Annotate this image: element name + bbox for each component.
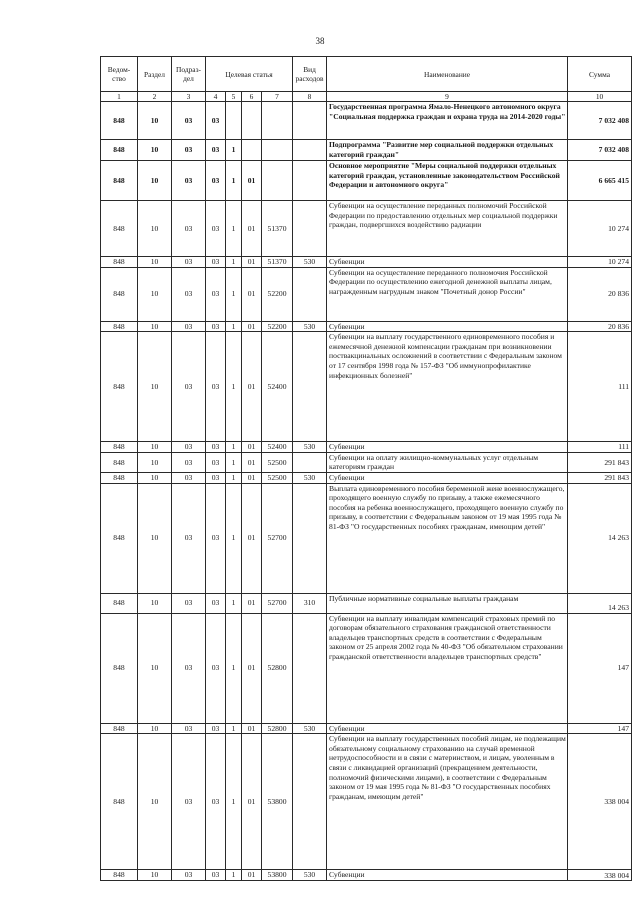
- table-row: [101, 452, 632, 472]
- amount-cell: 338 004: [568, 734, 632, 870]
- subsection-cell: 03: [172, 201, 206, 257]
- amount-cell: 338 004: [568, 870, 632, 881]
- department-cell: 848: [101, 102, 138, 140]
- expense-type-cell: 530: [293, 442, 327, 453]
- expense-type-cell: 530: [293, 723, 327, 734]
- amount-cell: 111: [568, 442, 632, 453]
- article-part-2-cell: 1: [226, 593, 242, 613]
- article-part-4-cell: 52200: [262, 267, 293, 321]
- article-part-3-cell: 01: [242, 870, 262, 881]
- table-row: [101, 267, 632, 321]
- subsection-cell: 03: [172, 870, 206, 881]
- article-part-4-cell: 52200: [262, 321, 293, 332]
- page-number: 38: [315, 36, 325, 46]
- subsection-cell: 03: [172, 267, 206, 321]
- article-part-4-cell: 53800: [262, 870, 293, 881]
- department-cell: 848: [101, 201, 138, 257]
- table-row: [101, 332, 632, 442]
- column-number: 2: [138, 92, 172, 102]
- article-part-4-cell: 52400: [262, 332, 293, 442]
- article-part-4-cell: 52800: [262, 723, 293, 734]
- subsection-cell: 03: [172, 472, 206, 483]
- subsection-cell: 03: [172, 734, 206, 870]
- article-part-2-cell: 1: [226, 613, 242, 723]
- article-part-1-cell: 03: [206, 257, 226, 268]
- article-part-1-cell: 03: [206, 161, 226, 201]
- column-number: 10: [568, 92, 632, 102]
- table-row: [101, 593, 632, 613]
- article-part-3-cell: 01: [242, 161, 262, 201]
- article-part-3-cell: 01: [242, 593, 262, 613]
- column-number: 3: [172, 92, 206, 102]
- amount-cell: 14 263: [568, 483, 632, 593]
- department-cell: 848: [101, 870, 138, 881]
- article-part-4-cell: 52800: [262, 613, 293, 723]
- section-cell: 10: [138, 593, 172, 613]
- amount-cell: 20 836: [568, 267, 632, 321]
- article-part-2-cell: 1: [226, 723, 242, 734]
- department-cell: 848: [101, 267, 138, 321]
- department-cell: 848: [101, 140, 138, 161]
- subsection-cell: 03: [172, 613, 206, 723]
- article-part-1-cell: 03: [206, 321, 226, 332]
- article-part-4-cell: 52500: [262, 452, 293, 472]
- subsection-cell: 03: [172, 593, 206, 613]
- column-number: 8: [293, 92, 327, 102]
- header-subsection: Подраз-дел: [172, 57, 206, 92]
- department-cell: 848: [101, 452, 138, 472]
- subsection-cell: 03: [172, 257, 206, 268]
- department-cell: 848: [101, 483, 138, 593]
- expense-type-cell: [293, 734, 327, 870]
- table-row: [101, 257, 632, 268]
- header-row: [101, 57, 632, 92]
- article-part-2-cell: 1: [226, 483, 242, 593]
- article-part-2-cell: 1: [226, 201, 242, 257]
- amount-cell: 7 032 408: [568, 140, 632, 161]
- item-name-cell: Государственная программа Ямало-Ненецкого автономного округа "Социальная поддержка граждан и охрана труда на 2014-2020 годы": [327, 102, 568, 140]
- item-name-cell: Публичные нормативные социальные выплаты гражданам: [327, 593, 568, 613]
- expense-type-cell: [293, 613, 327, 723]
- item-name-cell: Субвенции: [327, 472, 568, 483]
- article-part-2-cell: 1: [226, 267, 242, 321]
- column-number: 4: [206, 92, 226, 102]
- article-part-1-cell: 03: [206, 140, 226, 161]
- amount-cell: 6 665 415: [568, 161, 632, 201]
- subsection-cell: 03: [172, 483, 206, 593]
- amount-cell: 14 263: [568, 593, 632, 613]
- article-part-4-cell: 52700: [262, 593, 293, 613]
- article-part-3-cell: 01: [242, 321, 262, 332]
- article-part-1-cell: 03: [206, 442, 226, 453]
- article-part-2-cell: [226, 102, 242, 140]
- subsection-cell: 03: [172, 332, 206, 442]
- expense-type-cell: 310: [293, 593, 327, 613]
- section-cell: 10: [138, 332, 172, 442]
- expense-type-cell: 530: [293, 321, 327, 332]
- article-part-4-cell: [262, 102, 293, 140]
- amount-cell: 291 843: [568, 472, 632, 483]
- subsection-cell: 03: [172, 161, 206, 201]
- article-part-3-cell: 01: [242, 483, 262, 593]
- item-name-cell: Субвенции на выплату инвалидам компенсаций страховых премий по договорам обязательного страхования гражданской ответственности владельцев транспортных средств в соответствии с Федеральным законом от 25 апреля 2002 года № 40-ФЗ "Об обязательном страховании гражданской ответственности владельцев транспортных средств": [327, 613, 568, 723]
- article-part-2-cell: 1: [226, 257, 242, 268]
- article-part-2-cell: 1: [226, 472, 242, 483]
- section-cell: 10: [138, 140, 172, 161]
- expense-type-cell: [293, 332, 327, 442]
- section-cell: 10: [138, 452, 172, 472]
- header-name: Наименование: [327, 57, 568, 92]
- section-cell: 10: [138, 472, 172, 483]
- expense-type-cell: [293, 483, 327, 593]
- article-part-3-cell: 01: [242, 332, 262, 442]
- item-name-cell: Субвенции: [327, 257, 568, 268]
- article-part-3-cell: 01: [242, 442, 262, 453]
- article-part-1-cell: 03: [206, 723, 226, 734]
- article-part-1-cell: 03: [206, 870, 226, 881]
- expense-type-cell: 530: [293, 257, 327, 268]
- department-cell: 848: [101, 734, 138, 870]
- article-part-1-cell: 03: [206, 102, 226, 140]
- table-row: [101, 442, 632, 453]
- section-cell: 10: [138, 267, 172, 321]
- header-target-article: Целевая статья: [206, 57, 293, 92]
- amount-cell: 147: [568, 613, 632, 723]
- department-cell: 848: [101, 723, 138, 734]
- table-row: [101, 140, 632, 161]
- item-name-cell: Субвенции на осуществление переданного полномочия Российской Федерации по осуществлению ежегодной денежной выплаты лицам, награжденным нагрудным знаком "Почетный донор России": [327, 267, 568, 321]
- subsection-cell: 03: [172, 442, 206, 453]
- article-part-3-cell: 01: [242, 734, 262, 870]
- article-part-1-cell: 03: [206, 593, 226, 613]
- article-part-3-cell: [242, 102, 262, 140]
- item-name-cell: Субвенции на оплату жилищно-коммунальных услуг отдельным категориям граждан: [327, 452, 568, 472]
- article-part-2-cell: 1: [226, 452, 242, 472]
- article-part-2-cell: 1: [226, 870, 242, 881]
- table-row: [101, 723, 632, 734]
- article-part-2-cell: 1: [226, 140, 242, 161]
- expense-type-cell: [293, 161, 327, 201]
- expense-type-cell: 530: [293, 870, 327, 881]
- item-name-cell: Субвенции на осуществление переданных полномочий Российской Федерации по предоставлению отдельных мер социальной поддержки граждан, подвергшихся воздействию радиации: [327, 201, 568, 257]
- section-cell: 10: [138, 257, 172, 268]
- article-part-3-cell: 01: [242, 257, 262, 268]
- department-cell: 848: [101, 321, 138, 332]
- section-cell: 10: [138, 201, 172, 257]
- amount-cell: 20 836: [568, 321, 632, 332]
- item-name-cell: Выплата единовременного пособия беременной жене военнослужащего, проходящего военную службу по призыву, а также ежемесячного пособия на ребенка военнослужащего, проходящего военную службу по призыву, в соответствии с Федеральным законом от 19 мая 1995 года № 81-ФЗ "О государственных пособиях гражданам, имеющим детей": [327, 483, 568, 593]
- budget-table: [100, 56, 632, 881]
- article-part-3-cell: [242, 140, 262, 161]
- section-cell: 10: [138, 102, 172, 140]
- column-number: 1: [101, 92, 138, 102]
- item-name-cell: Основное мероприятие "Меры социальной поддержки отдельных категорий граждан, установленные законодательством Российской Федерации и автономного округа": [327, 161, 568, 201]
- article-part-4-cell: [262, 140, 293, 161]
- article-part-2-cell: 1: [226, 161, 242, 201]
- item-name-cell: Подпрограмма "Развитие мер социальной поддержки отдельных категорий граждан": [327, 140, 568, 161]
- article-part-4-cell: 51370: [262, 257, 293, 268]
- subsection-cell: 03: [172, 452, 206, 472]
- expense-type-cell: [293, 140, 327, 161]
- table-body: [101, 102, 632, 881]
- article-part-3-cell: 01: [242, 452, 262, 472]
- column-number: 7: [262, 92, 293, 102]
- amount-cell: 10 274: [568, 201, 632, 257]
- department-cell: 848: [101, 332, 138, 442]
- article-part-4-cell: 52700: [262, 483, 293, 593]
- department-cell: 848: [101, 442, 138, 453]
- subsection-cell: 03: [172, 140, 206, 161]
- subsection-cell: 03: [172, 102, 206, 140]
- header-section: Раздел: [138, 57, 172, 92]
- article-part-4-cell: 52400: [262, 442, 293, 453]
- table-row: [101, 161, 632, 201]
- table-row: [101, 201, 632, 257]
- header-amount: Сумма: [568, 57, 632, 92]
- article-part-1-cell: 03: [206, 267, 226, 321]
- item-name-cell: Субвенции: [327, 870, 568, 881]
- amount-cell: 10 274: [568, 257, 632, 268]
- item-name-cell: Субвенции: [327, 723, 568, 734]
- table-row: [101, 321, 632, 332]
- column-number: 9: [327, 92, 568, 102]
- article-part-1-cell: 03: [206, 201, 226, 257]
- table-row: [101, 472, 632, 483]
- article-part-2-cell: 1: [226, 734, 242, 870]
- expense-type-cell: [293, 201, 327, 257]
- expense-type-cell: [293, 102, 327, 140]
- table-row: [101, 102, 632, 140]
- article-part-2-cell: 1: [226, 442, 242, 453]
- table-row: [101, 613, 632, 723]
- article-part-4-cell: 51370: [262, 201, 293, 257]
- section-cell: 10: [138, 723, 172, 734]
- item-name-cell: Субвенции: [327, 321, 568, 332]
- header-expense-type: Вид расходов: [293, 57, 327, 92]
- section-cell: 10: [138, 161, 172, 201]
- section-cell: 10: [138, 870, 172, 881]
- article-part-1-cell: 03: [206, 734, 226, 870]
- expense-type-cell: [293, 267, 327, 321]
- article-part-2-cell: 1: [226, 332, 242, 442]
- article-part-4-cell: 53800: [262, 734, 293, 870]
- article-part-1-cell: 03: [206, 452, 226, 472]
- department-cell: 848: [101, 161, 138, 201]
- section-cell: 10: [138, 734, 172, 870]
- department-cell: 848: [101, 593, 138, 613]
- table-row: [101, 734, 632, 870]
- subsection-cell: 03: [172, 321, 206, 332]
- department-cell: 848: [101, 257, 138, 268]
- article-part-4-cell: 52500: [262, 472, 293, 483]
- section-cell: 10: [138, 321, 172, 332]
- column-number: 5: [226, 92, 242, 102]
- item-name-cell: Субвенции на выплату государственных пособий лицам, не подлежащим обязательному социальному страхованию на случай временной нетрудоспособности и в связи с материнством, и лицам, уволенным в связи с ликвидацией организаций (прекращением деятельности, полномочий физическими лицами), в соответствии с Федеральным законом от 19 мая 1995 года № 81-ФЗ "О государственных пособиях гражданам, имеющим детей": [327, 734, 568, 870]
- table-row: [101, 870, 632, 881]
- article-part-1-cell: 03: [206, 332, 226, 442]
- item-name-cell: Субвенции: [327, 442, 568, 453]
- amount-cell: 111: [568, 332, 632, 442]
- department-cell: 848: [101, 613, 138, 723]
- section-cell: 10: [138, 442, 172, 453]
- table-row: [101, 483, 632, 593]
- department-cell: 848: [101, 472, 138, 483]
- article-part-3-cell: 01: [242, 472, 262, 483]
- article-part-1-cell: 03: [206, 472, 226, 483]
- column-number-row: [101, 92, 632, 102]
- article-part-3-cell: 01: [242, 267, 262, 321]
- article-part-4-cell: [262, 161, 293, 201]
- subsection-cell: 03: [172, 723, 206, 734]
- amount-cell: 291 843: [568, 452, 632, 472]
- article-part-2-cell: 1: [226, 321, 242, 332]
- article-part-1-cell: 03: [206, 613, 226, 723]
- expense-type-cell: [293, 452, 327, 472]
- header-department: Ведом-ство: [101, 57, 138, 92]
- column-number: 6: [242, 92, 262, 102]
- amount-cell: 7 032 408: [568, 102, 632, 140]
- section-cell: 10: [138, 483, 172, 593]
- article-part-3-cell: 01: [242, 613, 262, 723]
- article-part-1-cell: 03: [206, 483, 226, 593]
- amount-cell: 147: [568, 723, 632, 734]
- section-cell: 10: [138, 613, 172, 723]
- article-part-3-cell: 01: [242, 723, 262, 734]
- article-part-3-cell: 01: [242, 201, 262, 257]
- expense-type-cell: 530: [293, 472, 327, 483]
- item-name-cell: Субвенции на выплату государственного единовременного пособия и ежемесячной денежной компенсации гражданам при возникновении поствакцинальных осложнений в соответствии с Федеральным законом от 17 сентября 1998 года № 157-ФЗ "Об иммунопрофилактике инфекционных болезней": [327, 332, 568, 442]
